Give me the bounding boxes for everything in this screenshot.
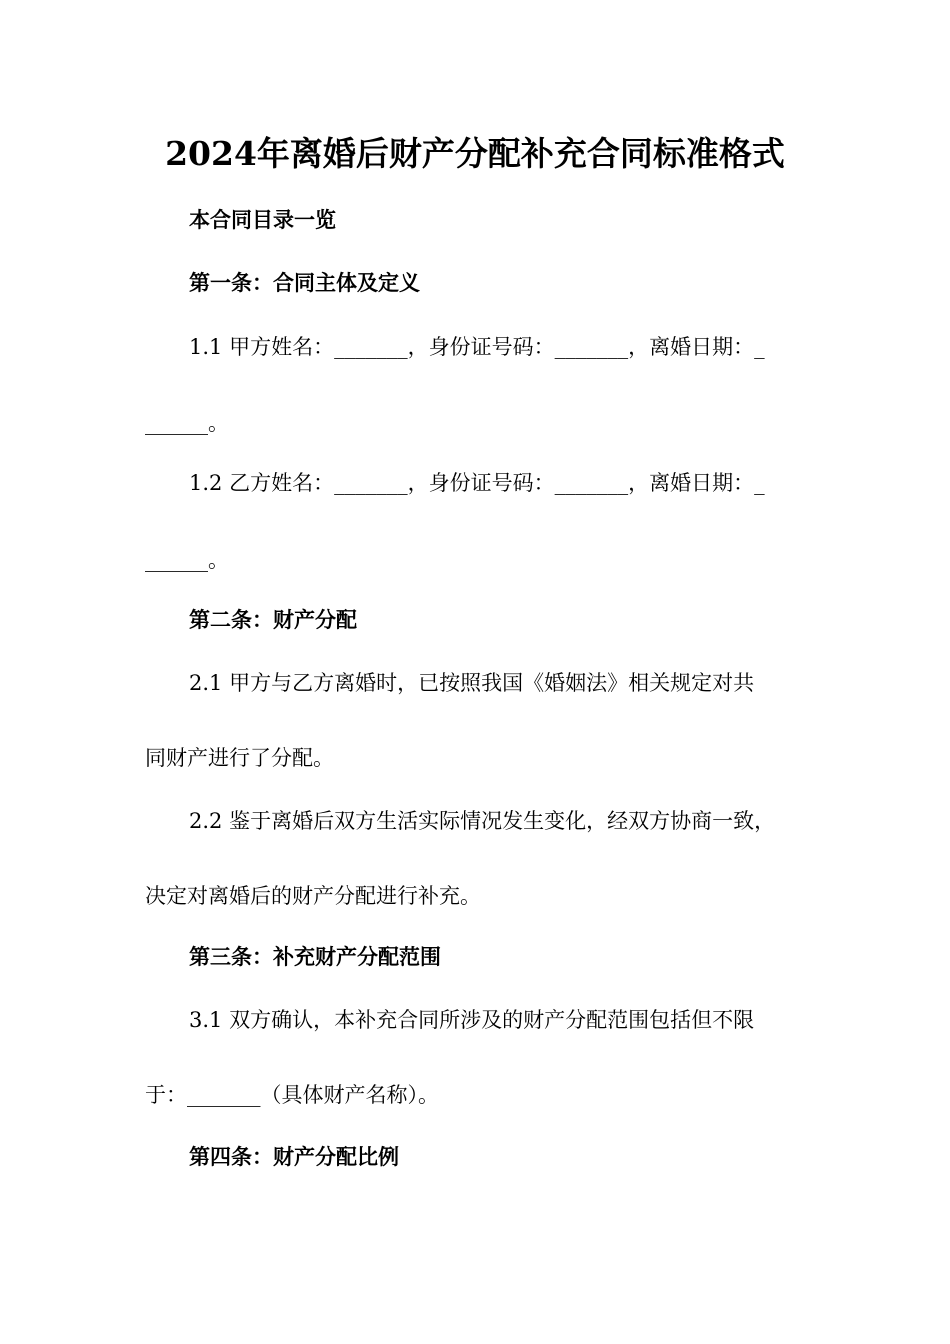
clause-3-1-line-1: 3.1 双方确认，本补充合同所涉及的财产分配范围包括但不限 bbox=[189, 1008, 755, 1032]
clause-2-2-line-2: 决定对离婚后的财产分配进行补充。 bbox=[145, 884, 481, 908]
clause-2-2-line-1: 2.2 鉴于离婚后双方生活实际情况发生变化，经双方协商一致， bbox=[189, 809, 776, 833]
clause-2-1-line-1: 2.1 甲方与乙方离婚时，已按照我国《婚姻法》相关规定对共 bbox=[189, 671, 755, 695]
clause-1-2-line-2: ______。 bbox=[145, 548, 229, 572]
clause-1-1-line-2: ______。 bbox=[145, 411, 229, 435]
article-1-heading: 第一条：合同主体及定义 bbox=[189, 270, 420, 295]
article-2-heading: 第二条：财产分配 bbox=[189, 607, 357, 632]
clause-1-2-line-1: 1.2 乙方姓名：_______，身份证号码：_______，离婚日期：_ bbox=[189, 471, 765, 495]
clause-2-1-line-2: 同财产进行了分配。 bbox=[145, 746, 334, 770]
toc-heading: 本合同目录一览 bbox=[189, 207, 336, 232]
clause-3-1-line-2: 于：_______（具体财产名称）。 bbox=[145, 1083, 439, 1107]
article-4-heading: 第四条：财产分配比例 bbox=[189, 1144, 399, 1169]
article-3-heading: 第三条：补充财产分配范围 bbox=[189, 944, 441, 969]
clause-1-1-line-1: 1.1 甲方姓名：_______，身份证号码：_______，离婚日期：_ bbox=[189, 335, 765, 359]
document-title: 2024年离婚后财产分配补充合同标准格式 bbox=[165, 134, 785, 173]
